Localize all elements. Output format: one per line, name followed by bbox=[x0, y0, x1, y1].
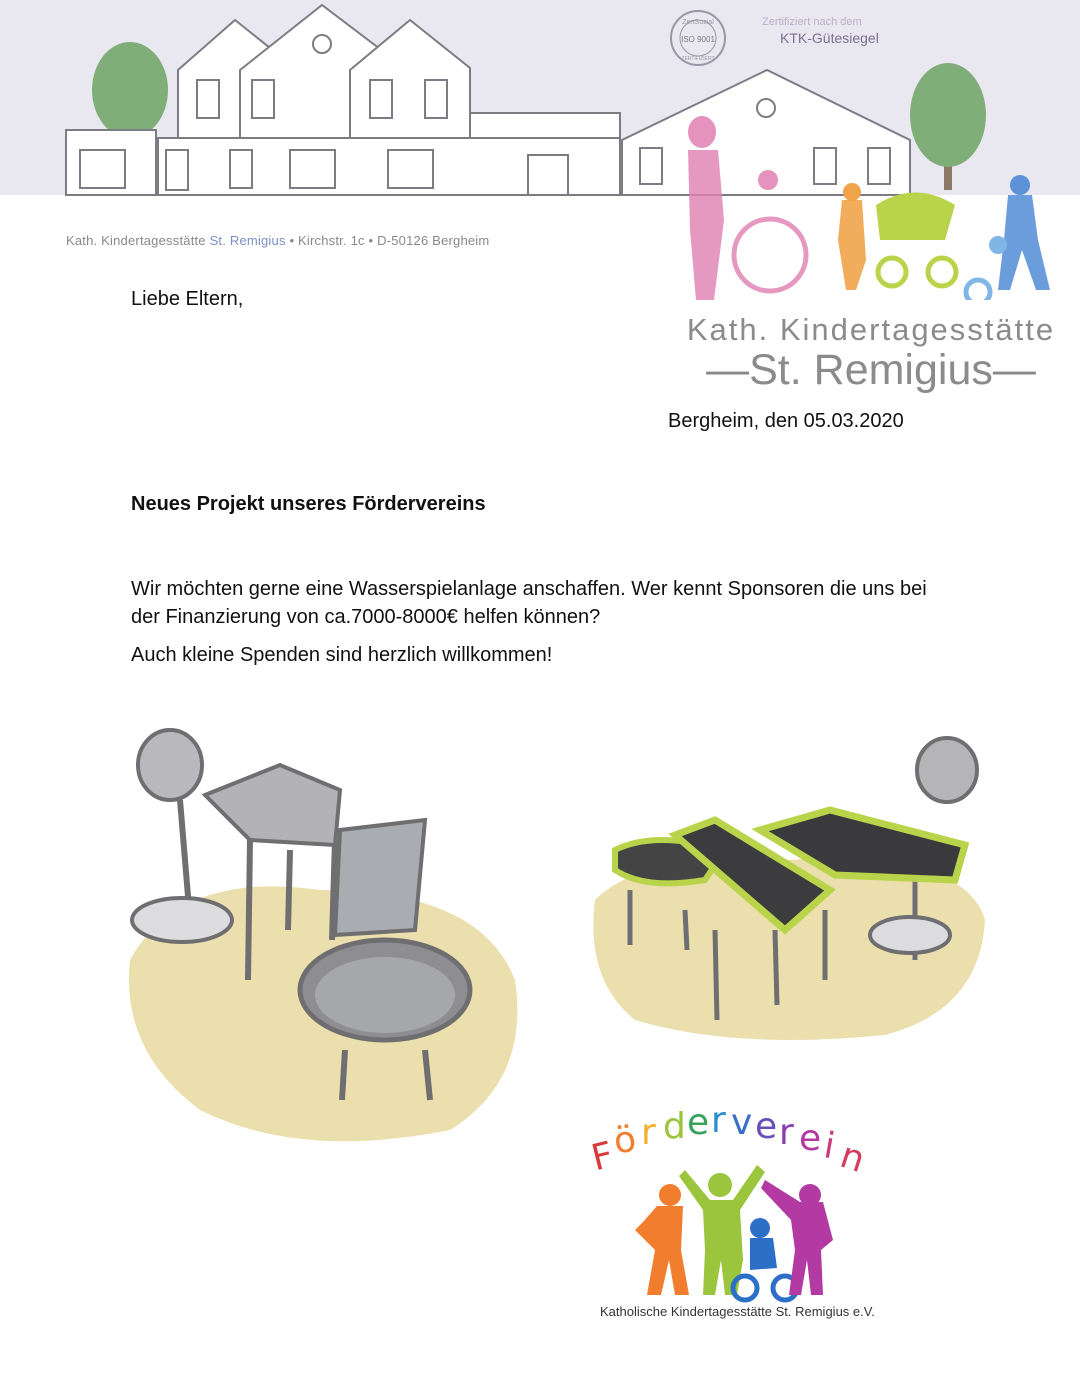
ktk-seal bbox=[762, 16, 879, 46]
svg-text:d: d bbox=[663, 1110, 686, 1147]
letter-paragraph-2: Auch kleine Spenden sind herzlich willkommen! bbox=[131, 644, 553, 666]
foerderverein-caption: Katholische Kindertagesstätte St. Remigius e.V. bbox=[600, 1304, 875, 1319]
letterhead-illustration bbox=[0, 0, 1080, 300]
water-play-image-right bbox=[585, 730, 990, 1050]
children-silhouettes-icon bbox=[635, 1165, 833, 1300]
iso-label: ISO 9001 bbox=[681, 35, 715, 44]
letter-paragraph-1: Wir möchten gerne eine Wasserspielanlage anschaffen. Wer kennt Sponsoren die uns bei der Finanzierung von ca.7000-8000€ helfen können? bbox=[131, 578, 927, 628]
svg-text:ö: ö bbox=[611, 1118, 639, 1163]
kita-name-line2-text: St. Remigius bbox=[749, 346, 993, 394]
iso-ring-top: ZertSozial bbox=[682, 19, 714, 26]
svg-text:F: F bbox=[587, 1134, 618, 1180]
address-suffix: • Kirchstr. 1c • D-50126 Bergheim bbox=[285, 233, 490, 248]
svg-text:e: e bbox=[799, 1118, 822, 1159]
iso-9001-seal bbox=[668, 8, 728, 68]
foerderverein-title bbox=[588, 1110, 870, 1181]
svg-text:e: e bbox=[755, 1110, 778, 1147]
iso-ring-bottom: ZERTIFIZIERT bbox=[681, 56, 715, 62]
svg-text:v: v bbox=[731, 1110, 753, 1143]
address-name: St. Remigius bbox=[209, 233, 286, 248]
svg-text:n: n bbox=[835, 1134, 870, 1181]
tree-right-icon bbox=[910, 63, 986, 190]
letter-date: Bergheim, den 05.03.2020 bbox=[668, 410, 904, 432]
ktk-name: KTK-Gütesiegel bbox=[780, 30, 879, 46]
kita-name-line2 bbox=[676, 346, 1066, 395]
svg-text:r: r bbox=[779, 1112, 794, 1153]
letterhead-address bbox=[66, 233, 489, 248]
foerderverein-logo bbox=[585, 1110, 895, 1320]
svg-text:i: i bbox=[820, 1125, 838, 1168]
ktk-prefix: Zertifiziert nach dem bbox=[762, 16, 862, 28]
dash-left-icon: — bbox=[706, 346, 750, 394]
kita-name-line1: Kath. Kindertagesstätte bbox=[686, 312, 1056, 347]
svg-text:e: e bbox=[687, 1110, 710, 1143]
greeting: Liebe Eltern, bbox=[131, 288, 244, 310]
svg-text:r: r bbox=[711, 1110, 726, 1141]
dash-right-icon: — bbox=[992, 346, 1036, 394]
address-prefix: Kath. Kindertagesstätte bbox=[66, 233, 210, 248]
letter-headline: Neues Projekt unseres Fördervereins bbox=[131, 493, 486, 515]
svg-text:r: r bbox=[641, 1112, 656, 1153]
water-play-image-left bbox=[120, 720, 530, 1150]
